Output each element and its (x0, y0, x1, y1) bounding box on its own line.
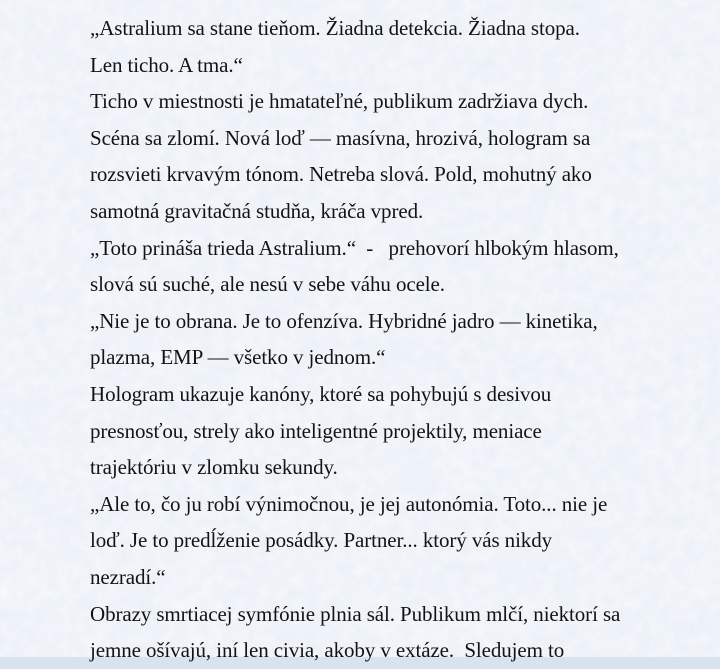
text-line: rozsvieti krvavým tónom. Netreba slová. Pold, mohutný ako (90, 162, 592, 187)
text-line: Hologram ukazuje kanóny, ktoré sa pohybujú s desivou (90, 381, 552, 406)
text-line: jemne ošívajú, iní len civia, akoby v extáze. Sledujem to (90, 638, 565, 663)
text-line: slová sú suché, ale nesú v sebe váhu ocele. (90, 272, 445, 297)
text-line: nezradí.“ (90, 564, 166, 589)
text-line: „Astralium sa stane tieňom. Žiadna detekcia. Žiadna stopa. (90, 16, 580, 40)
text-line: loď. Je to predĺženie posádky. Partner... ktorý vás nikdy (90, 528, 553, 553)
text-line: Obrazy smrtiacej symfónie plnia sál. Publikum mlčí, niektorí sa (90, 601, 621, 626)
text-line: Ticho v miestnosti je hmatateľné, publikum zadržiava dych. (90, 89, 589, 114)
text-line: „Nie je to obrana. Je to ofenzíva. Hybridné jadro — kinetika, (90, 308, 598, 333)
text-line: „Toto prináša trieda Astralium.“ - prehovorí hlbokým hlasom, (90, 235, 619, 260)
text-line: Scéna sa zlomí. Nová loď — masívna, hrozivá, hologram sa (90, 125, 591, 150)
text-line: presnosťou, strely ako inteligentné projektily, meniace (90, 418, 542, 443)
text-line: samotná gravitačná studňa, kráča vpred. (90, 198, 424, 223)
document-text-block (90, 10, 682, 669)
text-line: plazma, EMP — všetko v jednom.“ (90, 345, 386, 370)
text-line: Len ticho. A tma.“ (90, 52, 243, 77)
text-line: trajektóriu v zlomku sekundy. (90, 455, 338, 480)
text-line: „Ale to, čo ju robí výnimočnou, je jej autonómia. Toto... nie je (90, 491, 608, 516)
